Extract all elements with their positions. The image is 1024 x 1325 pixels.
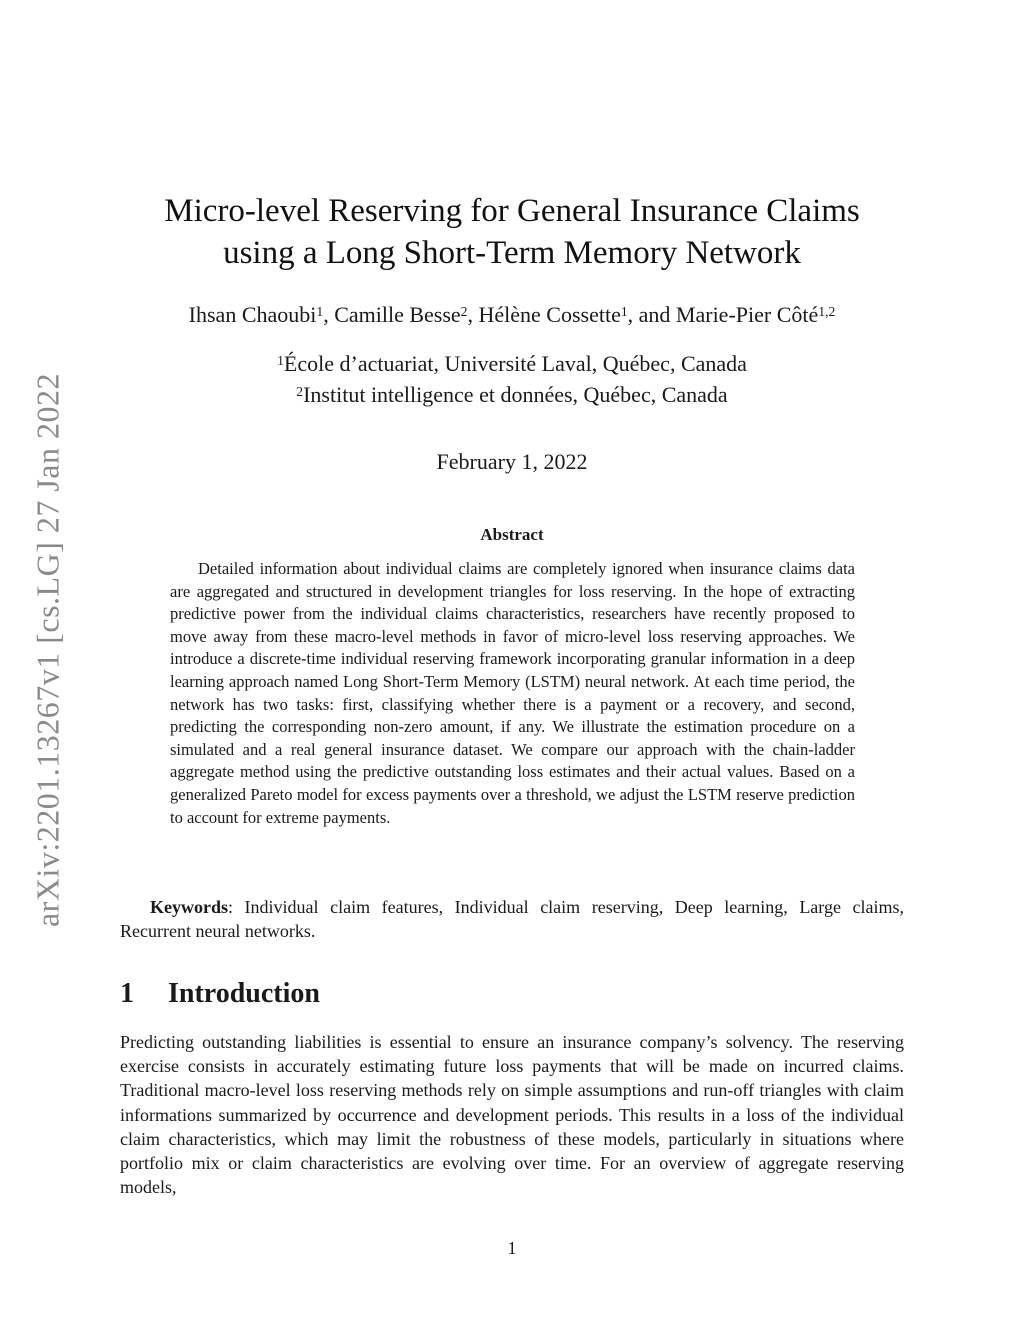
publication-date: February 1, 2022 bbox=[436, 449, 588, 474]
title-line-1: Micro-level Reserving for General Insurance Claims bbox=[164, 193, 860, 229]
section-heading bbox=[120, 978, 320, 1010]
author: Hélène Cossette$^1$ bbox=[478, 302, 628, 327]
affiliation-list bbox=[120, 348, 904, 410]
author: Marie-Pier Côté$^{1,2}$ bbox=[675, 302, 836, 327]
abstract-body bbox=[170, 558, 855, 829]
affiliation: $^1$École d’actuariat, Université Laval, Québec, Canada bbox=[277, 351, 747, 376]
paper-title bbox=[120, 190, 904, 274]
keywords-text: : Individual claim features, Individual claim reserving, Deep learning, Large claims, Recurrent neural networks. bbox=[120, 897, 904, 941]
author: Ihsan Chaoubi$^1$ bbox=[188, 302, 324, 327]
keywords-paragraph bbox=[120, 895, 904, 943]
author: Camille Besse$^2$ bbox=[334, 302, 468, 327]
keywords-label: Keywords bbox=[150, 897, 228, 917]
author-list: Ihsan Chaoubi$^1$, Camille Besse$^2$, Hélène Cossette$^1$, and Marie-Pier Côté$^{1,2}$ bbox=[188, 302, 836, 327]
intro-paragraph: Predicting outstanding liabilities is essential to ensure an insurance company’s solvency. The reserving exercise consists in accurately estimating future loss payments that will be made on incurred claims. Traditional macro-level loss reserving methods rely on simple assumptions and run-off triangles with claim informations summarized by occurrence and development periods. This results in a loss of the individual claim characteristics, which may limit the robustness of these models, particularly in situations where portfolio mix or claim characteristics are evolving over time. For an overview of aggregate reserving models, bbox=[120, 1032, 904, 1198]
title-line-2: using a Long Short-Term Memory Network bbox=[223, 235, 801, 271]
section-title: Introduction bbox=[168, 978, 320, 1009]
abstract-heading: Abstract bbox=[480, 525, 544, 544]
page-number: 1 bbox=[507, 1238, 517, 1258]
arxiv-identifier-stamp: arXiv:2201.13267v1 [cs.LG] 27 Jan 2022 bbox=[29, 372, 66, 928]
affiliation: $^2$Institut intelligence et données, Québec, Canada bbox=[296, 382, 728, 407]
section-number: 1 bbox=[120, 978, 134, 1009]
abstract-paragraph: Detailed information about individual claims are completely ignored when insurance claims data are aggregated and structured in development triangles for loss reserving. In the hope of extracting predictive power from the individual claims characteristics, researchers have recently proposed to move away from these macro-level methods in favor of micro-level loss reserving approaches. We introduce a discrete-time individual reserving framework incorporating granular information in a deep learning approach named Long Short-Term Memory (LSTM) neural network. At each time period, the network has two tasks: first, classifying whether there is a payment or a recovery, and second, predicting the corresponding non-zero amount, if any. We illustrate the estimation procedure on a simulated and a real general insurance dataset. We compare our approach with the chain-ladder aggregate method using the predictive outstanding loss estimates and their actual values. Based on a generalized Pareto model for excess payments over a threshold, we adjust the LSTM reserve prediction to account for extreme payments. bbox=[170, 559, 855, 827]
